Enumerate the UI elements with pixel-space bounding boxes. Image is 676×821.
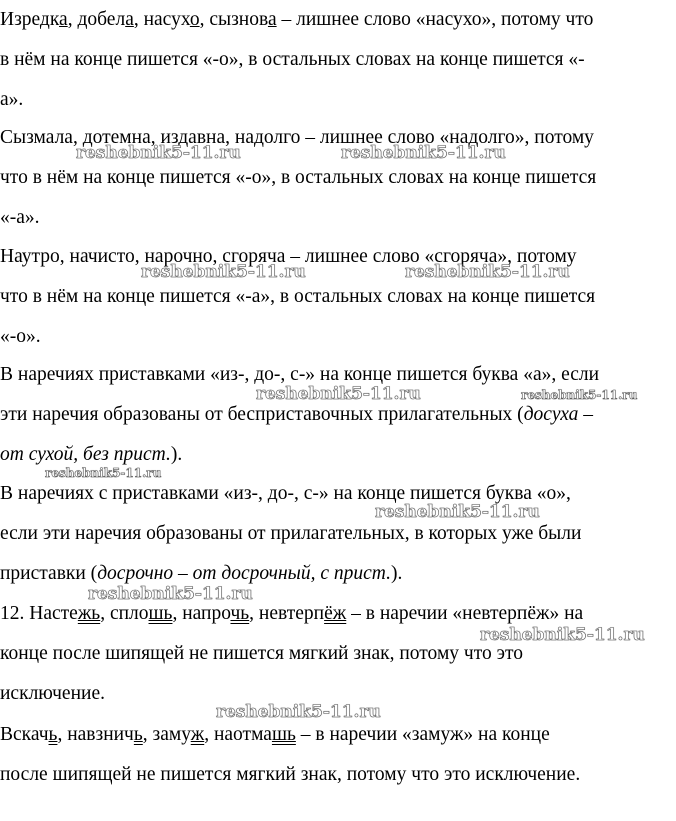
text-line: Вскачь, навзничь, замуж, наотмашь – в наречии «замуж» на конце	[0, 724, 550, 745]
text-line: в нём на конце пишется «-о», в остальных словах на конце пишется «-	[0, 49, 585, 70]
text-line: «-а».	[0, 207, 40, 228]
text-line: а».	[0, 89, 24, 110]
watermark: reshebnik5-11.ru	[341, 143, 506, 163]
paragraph-5	[0, 474, 676, 594]
text-line: что в нём на конце пишется «-а», в остальных словах на конце пишется	[0, 286, 596, 307]
watermark: reshebnik5-11.ru	[521, 388, 638, 402]
text-line: после шипящей не пишется мягкий знак, потому что это исключение.	[0, 764, 581, 785]
text-line: Сызмала, дотемна, издавна, надолго – лишнее слово «надолго», потому	[0, 127, 594, 148]
text-line: эти наречия образованы от бесприставочных прилагательных (досуха –	[0, 404, 593, 425]
text-line: исключение.	[0, 683, 105, 704]
paragraph-6	[0, 594, 676, 714]
paragraph-4	[0, 355, 676, 475]
text-line: «-о».	[0, 326, 41, 347]
text-line: Наутро, начисто, нарочно, сгоряча – лишнее слово «сгоряча», потому	[0, 246, 577, 267]
watermark: reshebnik5-11.ru	[375, 502, 540, 522]
text-line: Изредка, добела, насухо, сызнова – лишнее слово «насухо», потому что	[0, 9, 594, 30]
watermark: reshebnik5-11.ru	[256, 384, 421, 404]
watermark: reshebnik5-11.ru	[76, 143, 241, 163]
paragraph-2	[0, 118, 676, 238]
paragraph-7	[0, 715, 676, 795]
watermark: reshebnik5-11.ru	[216, 702, 381, 722]
text-line: от сухой, без прист.).	[0, 444, 183, 465]
text-line: конце после шипящей не пишется мягкий знак, потому что это	[0, 643, 523, 664]
text-line: В наречиях приставками «из-, до-, с-» на конце пишется буква «а», если	[0, 364, 600, 385]
watermark: reshebnik5-11.ru	[141, 262, 306, 282]
text-line: приставки (досрочно – от досрочный, с прист.).	[0, 563, 403, 584]
paragraph-1	[0, 0, 676, 120]
paragraph-3	[0, 237, 676, 357]
text-line: если эти наречия образованы от прилагательных, в которых уже были	[0, 523, 582, 544]
watermark: reshebnik5-11.ru	[45, 466, 162, 480]
watermark: reshebnik5-11.ru	[88, 584, 253, 604]
text-line: 12. Настежь, сплошь, напрочь, невтерпёж – в наречии «невтерпёж» на	[0, 603, 584, 624]
text-line: что в нём на конце пишется «-о», в остальных словах на конце пишется	[0, 167, 597, 188]
watermark: reshebnik5-11.ru	[405, 262, 570, 282]
text-line: В наречиях с приставками «из-, до-, с-» на конце пишется буква «о»,	[0, 483, 571, 504]
watermark: reshebnik5-11.ru	[480, 625, 645, 645]
